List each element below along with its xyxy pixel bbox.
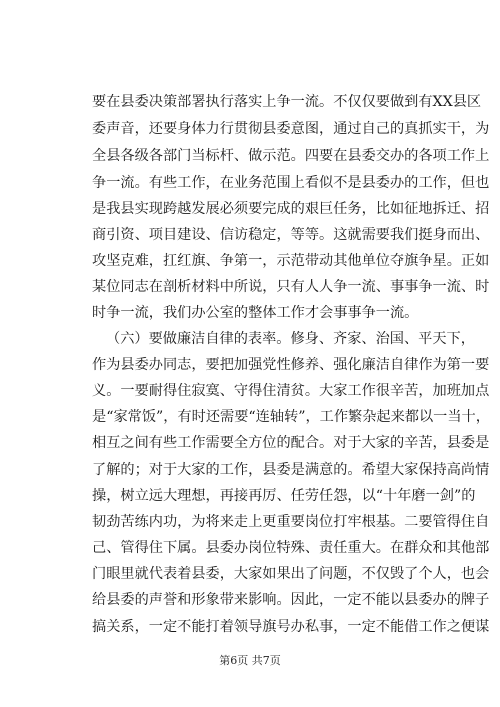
body-text-line: 委声音，还要身体力行贯彻县委意图，通过自己的真抓实干，为 xyxy=(92,121,490,137)
body-text-line: 时争一流，我们办公室的整体工作才会事事争一流。 xyxy=(92,305,419,321)
body-text-line: 搞关系，一定不能打着领导旗号办私事，一定不能借工作之便谋 xyxy=(92,619,490,635)
body-text-line: 全县各级各部门当标杆、做示范。四要在县委交办的各项工作上 xyxy=(92,148,490,164)
body-text-line: 义。一要耐得住寂寞、守得住清贫。大家工作很辛苦，加班加点 xyxy=(92,383,490,399)
body-text-line: 商引资、项目建设、信访稳定，等等。这就需要我们挺身而出、 xyxy=(92,227,490,243)
body-text-line: 己、管得住下属。县委办岗位特殊、责任重大。在群众和其他部 xyxy=(92,540,490,556)
body-text-line: 是“家常饭”，有时还需要“连轴转”，工作繁杂起来都以一当十， xyxy=(92,409,490,425)
body-text-line: 给县委的声誉和形象带来影响。因此，一定不能以县委办的牌子 xyxy=(92,592,490,608)
body-text-line: 是我县实现跨越发展必须要完成的艰巨任务，比如征地拆迁、招 xyxy=(92,201,490,217)
body-text-line: 某位同志在剖析材料中所说，只有人人争一流、事事争一流、时 xyxy=(92,279,490,295)
body-text-line: 韧劲苦练内功，为将来走上更重要岗位打牢根基。二要管得住自 xyxy=(92,514,490,530)
body-text-line: 攻坚克难，扛红旗、争第一，示范带动其他单位夺旗争星。正如 xyxy=(92,253,490,269)
body-text-line: 门眼里就代表着县委，大家如果出了问题，不仅毁了个人，也会 xyxy=(92,566,490,582)
body-text-line: 相互之间有些工作需要全方位的配合。对于大家的辛苦，县委是 xyxy=(92,435,490,451)
body-text-line: 要在县委决策部署执行落实上争一流。不仅仅要做到有XX县区 xyxy=(92,94,482,110)
body-text-line: 了解的；对于大家的工作，县委是满意的。希望大家保持高尚情 xyxy=(92,462,490,478)
body-text-line: 操，树立远大理想，再接再厉、任劳任怨，以“十年磨一剑”的 xyxy=(92,488,476,504)
page-footer: 第6页 共7页 xyxy=(219,654,281,667)
body-text-line: 争一流。有些工作，在业务范围上看似不是县委办的工作，但也 xyxy=(92,175,490,191)
body-text-line: 作为县委办同志，要把加强党性修养、强化廉洁自律作为第一要 xyxy=(92,357,490,373)
section-heading-line: （六）要做廉洁自律的表率。修身、齐家、治国、平天下， xyxy=(106,331,475,347)
